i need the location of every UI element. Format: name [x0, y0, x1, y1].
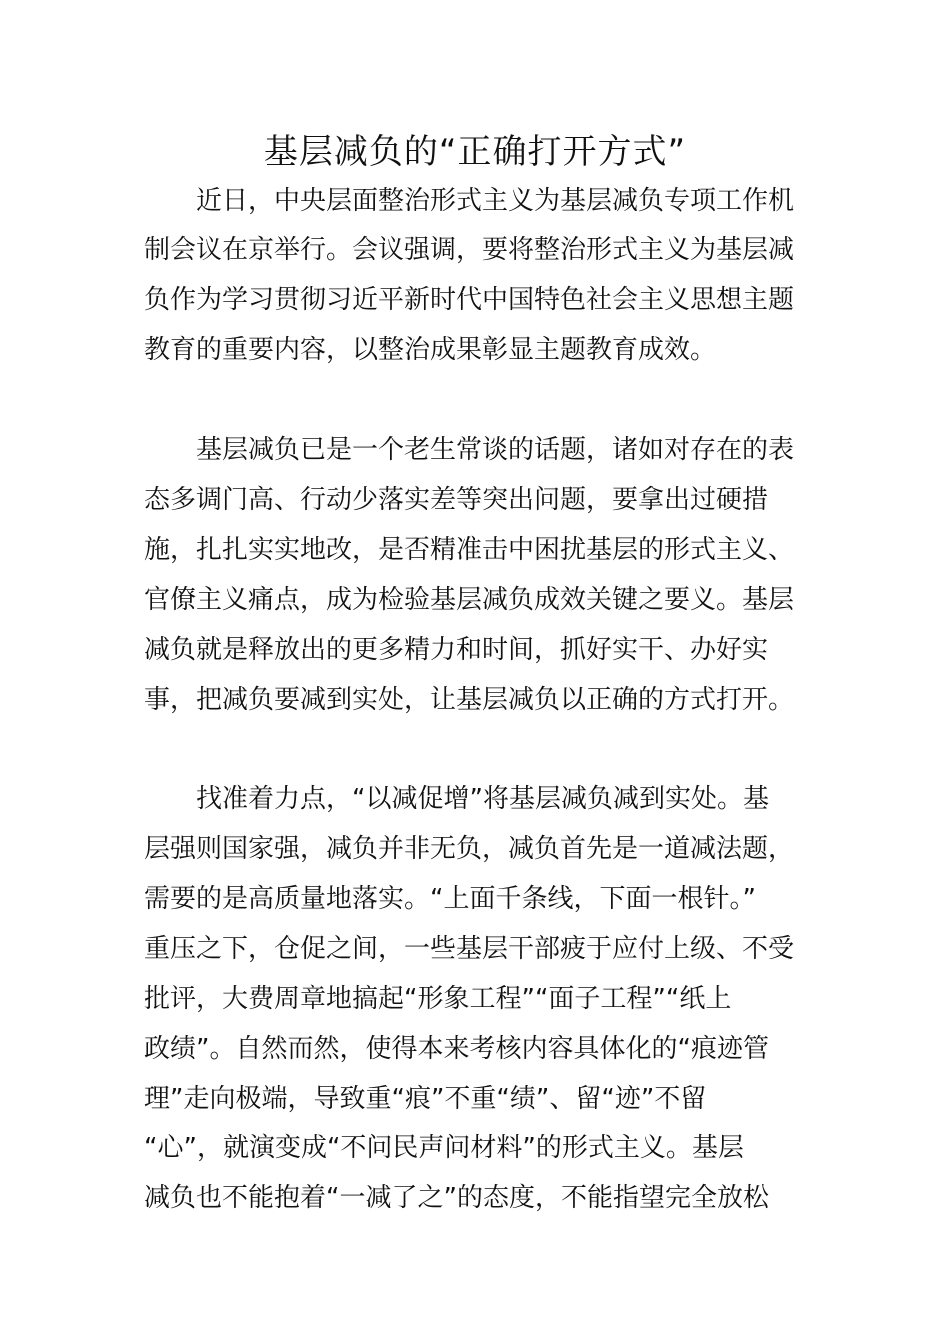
paragraph-2-line-6: 事，把减负要减到实处，让基层减负以正确的方式打开。 — [144, 685, 795, 715]
paragraph-2-line-2: 态多调门高、行动少落实差等突出问题，要拿出过硬措 — [144, 485, 769, 515]
document-title: 基层减负的“正确打开方式” — [263, 132, 687, 172]
paragraph-1-line-1: 近日，中央层面整治形式主义为基层减负专项工作机 — [196, 186, 795, 216]
paragraph-3-line-8: “心”，就演变成“不问民声问材料”的形式主义。基层 — [144, 1133, 744, 1163]
paragraph-1-line-2: 制会议在京举行。会议强调，要将整治形式主义为基层减 — [144, 235, 795, 265]
paragraph-3-line-7: 理”走向极端，导致重“痕”不重“绩”、留“迹”不留 — [144, 1084, 707, 1114]
paragraph-1-line-3: 负作为学习贯彻习近平新时代中国特色社会主义思想主题 — [144, 285, 795, 315]
paragraph-3-line-2: 层强则国家强，减负并非无负，减负首先是一道减法题， — [144, 834, 795, 864]
paragraph-3-line-3: 需要的是高质量地落实。“上面千条线，下面一根针。” — [144, 884, 756, 914]
paragraph-3-line-4: 重压之下，仓促之间，一些基层干部疲于应付上级、不受 — [144, 934, 795, 964]
paragraph-2-line-3: 施，扎扎实实地改，是否精准击中困扰基层的形式主义、 — [144, 535, 795, 565]
paragraph-3-line-1: 找准着力点，“以减促增”将基层减负减到实处。基 — [196, 784, 769, 814]
paragraph-2-line-1: 基层减负已是一个老生常谈的话题，诸如对存在的表 — [196, 435, 795, 465]
paragraph-2-line-5: 减负就是释放出的更多精力和时间，抓好实干、办好实 — [144, 635, 769, 665]
paragraph-1-line-4: 教育的重要内容，以整治成果彰显主题教育成效。 — [144, 335, 717, 365]
paragraph-3-line-5: 批评，大费周章地搞起“形象工程”“面子工程”“纸上 — [144, 984, 732, 1014]
paragraph-2-line-4: 官僚主义痛点，成为检验基层减负成效关键之要义。基层 — [144, 585, 795, 615]
paragraph-3-line-6: 政绩”。自然而然，使得本来考核内容具体化的“痕迹管 — [144, 1034, 769, 1064]
paragraph-3-line-9: 减负也不能抱着“一减了之”的态度，不能指望完全放松 — [144, 1183, 769, 1213]
